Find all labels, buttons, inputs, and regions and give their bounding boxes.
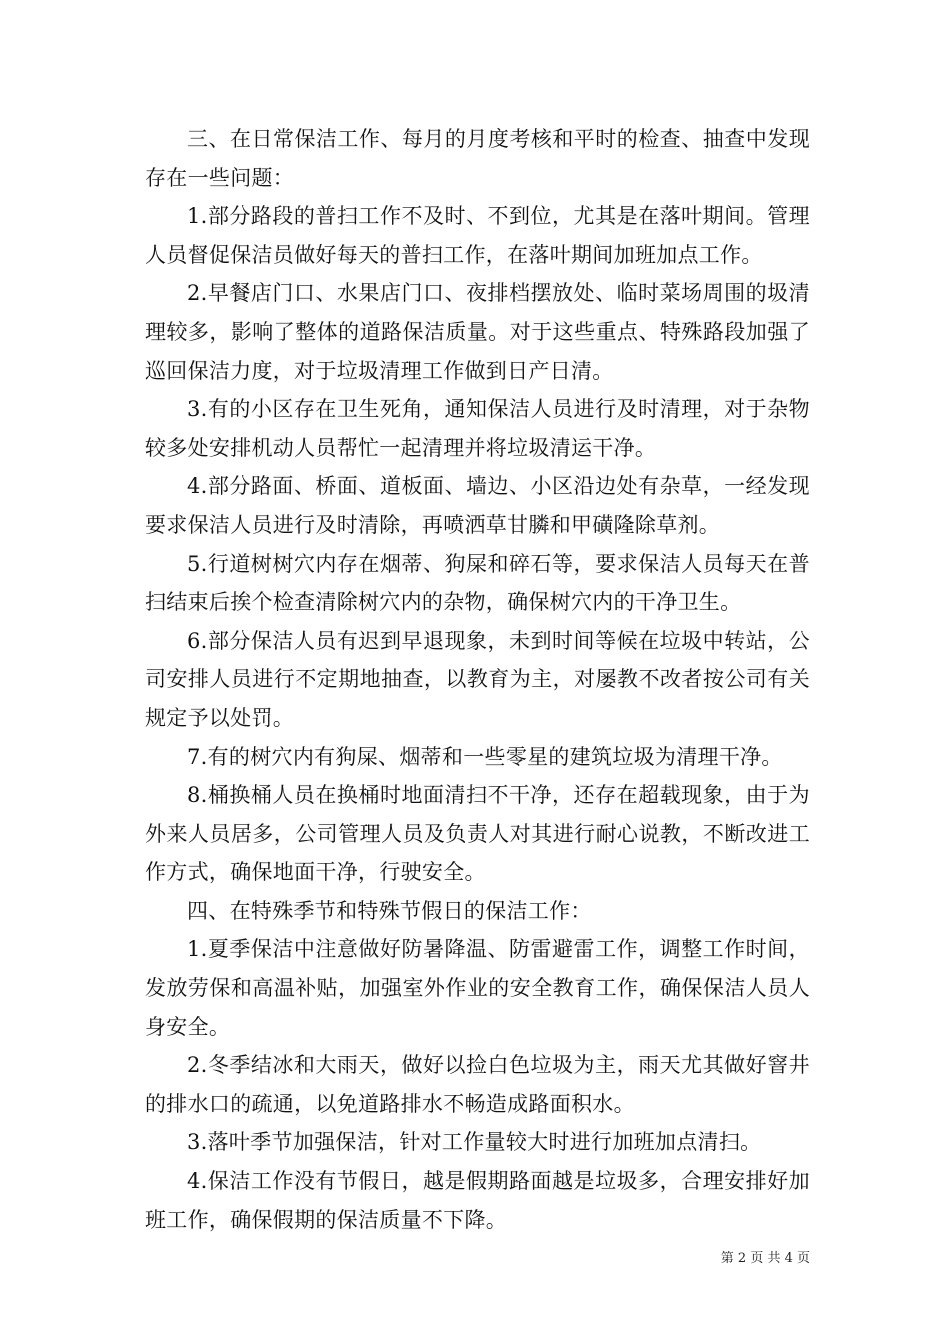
paragraph-item-4: 4.部分路面、桥面、道板面、墙边、小区沿边处有杂草，一经发现要求保洁人员进行及时清除，再喷洒草甘膦和甲磺隆除草剂。	[145, 474, 810, 537]
paragraph-item-8: 8.桶换桶人员在换桶时地面清扫不干净，还存在超载现象，由于为外来人员居多，公司管理人员及负责人对其进行耐心说教，不断改进工作方式，确保地面干净，行驶安全。	[145, 783, 810, 885]
paragraph-item-3: 3.有的小区存在卫生死角，通知保洁人员进行及时清理，对于杂物较多处安排机动人员帮忙一起清理并将垃圾清运干净。	[145, 397, 810, 460]
section-heading-3: 三、在日常保洁工作、每月的月度考核和平时的检查、抽查中发现存在一些问题：	[145, 127, 810, 190]
paragraph-item-7: 7.有的树穴内有狗屎、烟蒂和一些零星的建筑垃圾为清理干净。	[187, 744, 783, 769]
paragraph-season-2: 2.冬季结冰和大雨天，做好以捡白色垃圾为主，雨天尤其做好窨井的排水口的疏通，以免道路排水不畅造成路面积水。	[145, 1053, 810, 1116]
paragraph-item-5: 5.行道树树穴内存在烟蒂、狗屎和碎石等，要求保洁人员每天在普扫结束后挨个检查清除树穴内的杂物，确保树穴内的干净卫生。	[145, 551, 810, 615]
page-number-footer: 第 2 页 共 4 页	[720, 1251, 810, 1266]
paragraph-item-6: 6.部分保洁人员有迟到早退现象，未到时间等候在垃圾中转站，公司安排人员进行不定期地抽查，以教育为主，对屡教不改者按公司有关规定予以处罚。	[145, 628, 810, 730]
paragraph-item-2: 2.早餐店门口、水果店门口、夜排档摆放处、临时菜场周围的圾清理较多，影响了整体的道路保洁质量。对于这些重点、特殊路段加强了巡回保洁力度，对于垃圾清理工作做到日产日清。	[145, 281, 810, 383]
paragraph-season-1: 1.夏季保洁中注意做好防暑降温、防雷避雷工作，调整工作时间，发放劳保和高温补贴，加强室外作业的安全教育工作，确保保洁人员人身安全。	[145, 937, 810, 1039]
paragraph-season-3: 3.落叶季节加强保洁，针对工作量较大时进行加班加点清扫。	[187, 1130, 762, 1155]
paragraph-season-4: 4.保洁工作没有节假日，越是假期路面越是垃圾多，合理安排好加班工作，确保假期的保洁质量不下降。	[145, 1169, 810, 1232]
section-heading-4: 四、在特殊季节和特殊节假日的保洁工作：	[187, 898, 592, 923]
document-body	[145, 120, 810, 1239]
paragraph-item-1: 1.部分路段的普扫工作不及时、不到位，尤其是在落叶期间。管理人员督促保洁员做好每天的普扫工作，在落叶期间加班加点工作。	[145, 204, 810, 267]
